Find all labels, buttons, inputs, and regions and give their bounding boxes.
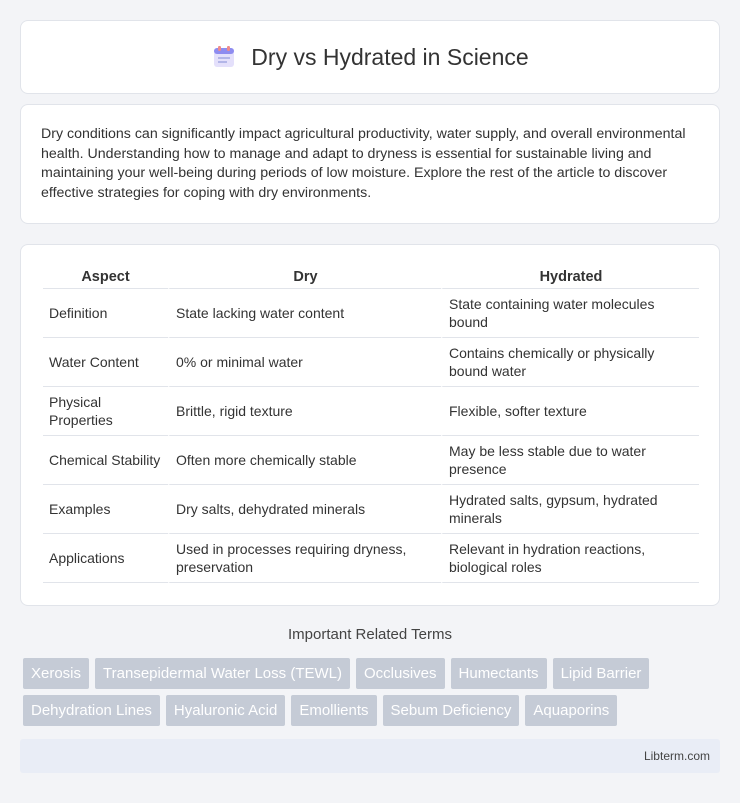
table-cell: Hydrated salts, gypsum, hydrated minerals: [441, 485, 699, 534]
table-cell: 0% or minimal water: [168, 338, 441, 387]
related-terms-list: [23, 658, 723, 732]
table-row: [43, 387, 699, 436]
tag-lipid-barrier[interactable]: Lipid Barrier: [553, 658, 650, 689]
column-header-dry: Dry: [168, 265, 441, 289]
table-row: [43, 436, 699, 485]
tag-dehydration-lines[interactable]: Dehydration Lines: [23, 695, 160, 726]
table-cell: Applications: [43, 534, 168, 583]
intro-text: Dry conditions can significantly impact agricultural productivity, water supply, and overall environmental health. Understanding how to manage and adapt to dryness is essential for sustainable living and maintaining your well-being during periods of low moisture. Explore the rest of the article to discover effective strategies for coping with dry environments.: [41, 126, 686, 201]
table-cell: Water Content: [43, 338, 168, 387]
footer: [20, 739, 720, 773]
table-cell: State containing water molecules bound: [441, 289, 699, 338]
tag-hyaluronic-acid[interactable]: Hyaluronic Acid: [166, 695, 285, 726]
tag-aquaporins[interactable]: Aquaporins: [525, 695, 617, 726]
tag-sebum-deficiency[interactable]: Sebum Deficiency: [383, 695, 520, 726]
table-header-row: [43, 265, 699, 289]
table-cell: Definition: [43, 289, 168, 338]
table-cell: Brittle, rigid texture: [168, 387, 441, 436]
table-cell: Often more chemically stable: [168, 436, 441, 485]
column-header-aspect: Aspect: [43, 265, 168, 289]
calendar-icon: [211, 44, 237, 70]
tag-emollients[interactable]: Emollients: [291, 695, 376, 726]
table-cell: Physical Properties: [43, 387, 168, 436]
tag-row: [23, 658, 723, 689]
table-cell: Dry salts, dehydrated minerals: [168, 485, 441, 534]
table-cell: Flexible, softer texture: [441, 387, 699, 436]
tag-xerosis[interactable]: Xerosis: [23, 658, 89, 689]
table-row: [43, 338, 699, 387]
title-card: [20, 20, 720, 94]
footer-site-link[interactable]: Libterm.com: [643, 749, 710, 763]
table-row: [43, 485, 699, 534]
table-cell: May be less stable due to water presence: [441, 436, 699, 485]
comparison-table: [43, 265, 699, 583]
tag-humectants[interactable]: Humectants: [451, 658, 547, 689]
table-row: [43, 534, 699, 583]
table-cell: State lacking water content: [168, 289, 441, 338]
table-cell: Used in processes requiring dryness, preservation: [168, 534, 441, 583]
related-terms-heading: Important Related Terms: [288, 626, 452, 643]
page-title: Dry vs Hydrated in Science: [251, 43, 529, 70]
table-cell: Relevant in hydration reactions, biological roles: [441, 534, 699, 583]
intro-card: [20, 104, 720, 224]
column-header-hydrated: Hydrated: [441, 265, 699, 289]
table-cell: Examples: [43, 485, 168, 534]
tag-occlusives[interactable]: Occlusives: [356, 658, 445, 689]
table-cell: Chemical Stability: [43, 436, 168, 485]
table-row: [43, 289, 699, 338]
tag-row: [23, 695, 723, 726]
table-cell: Contains chemically or physically bound water: [441, 338, 699, 387]
tag-tewl[interactable]: Transepidermal Water Loss (TEWL): [95, 658, 350, 689]
comparison-table-card: [20, 244, 720, 606]
